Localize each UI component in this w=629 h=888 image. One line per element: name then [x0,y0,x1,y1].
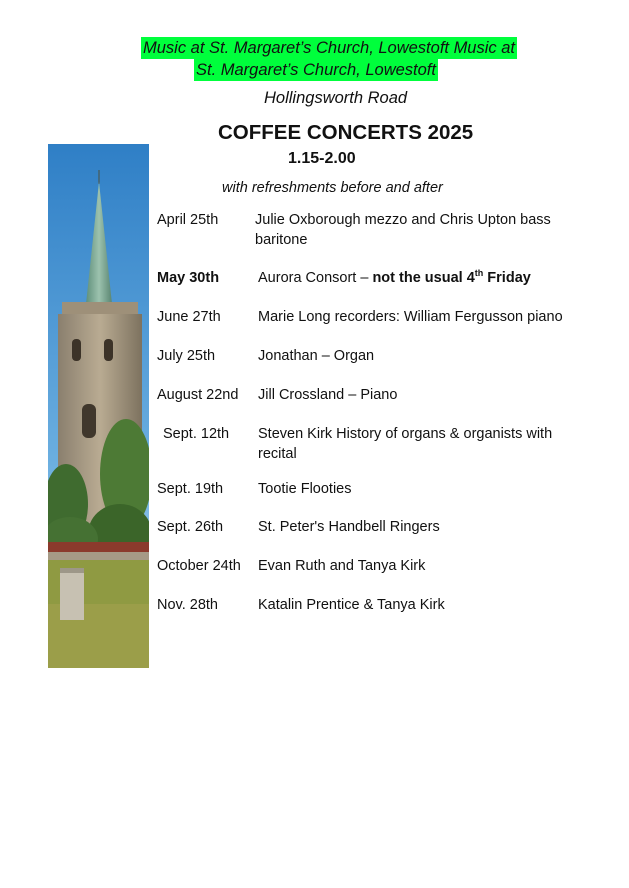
concert-performer: Julie Oxborough mezzo and Chris Upton bass baritone [255,212,551,248]
concert-performer: Marie Long recorders: William Fergusson piano [258,309,563,325]
concert-time: 1.15-2.00 [288,150,356,167]
concert-performer: Tootie Flooties [258,481,352,497]
concert-date: Sept. 26th [157,519,224,535]
concert-performer: Jill Crossland – Piano [258,387,398,403]
performer-superscript: th [474,268,484,278]
performer-prefix: Aurora Consort – [258,270,373,286]
concert-performer [258,268,588,288]
concert-date: Sept. 12th [163,426,230,442]
concert-performer: Jonathan – Organ [258,348,375,364]
header-line-2: St. Margaret’s Church, Lowestoft [196,61,436,79]
refreshments-note: with refreshments before and after [222,180,443,196]
concert-date: Nov. 28th [157,597,218,613]
concert-date: August 22nd [157,387,239,403]
page-title: COFFEE CONCERTS 2025 [218,121,474,144]
header-line-1: Music at St. Margaret’s Church, Lowestoft Music at [143,39,515,57]
concert-date: June 27th [157,309,221,325]
performer-emphasis: not the usual 4 [372,270,475,286]
concert-performer: St. Peter's Handbell Ringers [258,519,440,535]
concert-date: April 25th [157,212,219,228]
church-spire-photo [48,144,149,668]
concert-performer: Steven Kirk History of organs & organists with recital [258,426,553,462]
concert-performer: Evan Ruth and Tanya Kirk [258,558,426,574]
address: Hollingsworth Road [264,89,408,107]
concert-date: May 30th [157,270,220,286]
concert-date: July 25th [157,348,216,364]
concert-date: October 24th [157,558,241,574]
concert-performer: Katalin Prentice & Tanya Kirk [258,597,445,613]
performer-emphasis-end: Friday [483,270,531,286]
concert-date: Sept. 19th [157,481,224,497]
